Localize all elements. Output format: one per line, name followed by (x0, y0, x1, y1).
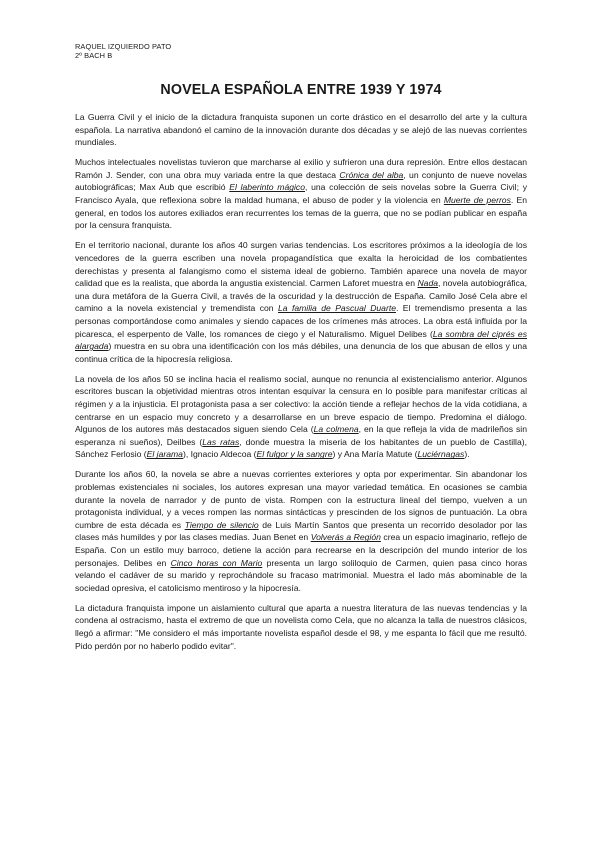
work-title: Crónica del alba (339, 169, 404, 180)
paragraph-conclusion: La dictadura franquista impone un aislamiento cultural que aparta a nuestra literatura de las nuevas tendencias y la condena al ostracismo, hasta el extremo de que un novelista como Cela, que no alcanza la talla de nuestros clásicos, llegó a afirmar: "Me considero el más importante novelista español desde el 98, y me espanta lo fácil que me resultó. Pido perdón por no haberlo podido evitar". (75, 602, 527, 651)
work-title: El fulgor y la sangre (256, 449, 333, 460)
paragraph-exile: Muchos intelectuales novelistas tuvieron que marcharse al exilio y sufrieron una dura represión. Entre ellos destacan Ramón J. Sender, con una obra muy variada entre la que destaca Crónica del alba, un conjunto de nueve novelas autobiográficas; Max Aub que escribió El laberinto mágico, una colección de seis novelas sobre la Guerra Civil; y Francisco Ayala, que reflexiona sobre la maldad humana, el abuso de poder y la violencia en Muerte de perros. En general, en todos los autores exiliados eran recurrentes los temas de la guerra, que no se podían publicar en españa por la censura franquista. (75, 157, 527, 231)
paragraph-intro: La Guerra Civil y el inicio de la dictadura franquista suponen un corte drástico en el desarrollo del arte y la cultura española. La narrativa abandonó el camino de la innovación durante dos décadas y se alejó de las nuevas corrientes mundiales. (75, 112, 527, 148)
work-title: Las ratas (202, 436, 240, 447)
paragraph-forties: En el territorio nacional, durante los años 40 surgen varias tendencias. Los escritores próximos a la ideología de los vencedores de la guerra escriben una novela propagandística que exalta la heroicidad de los combatientes derechistas y presenta al falangismo como el sistema ideal de gobierno. También aparece una novela de mayor calidad que es la realista, que aborda la angustia existencial. Carmen Laforet muestra en Nada, novela autobiográfica, una dura metáfora de la Guerra Civil, a través de la oscuridad y la destrucción de España. Camilo José Cela abre el camino a la novela existencial y tremendista con La familia de Pascual Duarte. El tremendismo presenta a las personas comportándose como animales y siendo capaces de los crímenes más atroces. La obra está influida por la picaresca, el esperpento de Valle, los romances de ciego y el Naturalismo. Miguel Delibes (La sombra del ciprés es alargada) muestra en su obra una identificación con los más débiles, una denuncia de los que abusan de ellos y una continua crítica de la hipocresía religiosa. (75, 240, 527, 364)
page-title: NOVELA ESPAÑOLA ENTRE 1939 Y 1974 (160, 82, 442, 98)
body-text (75, 111, 527, 652)
work-title: Volverás a Región (310, 532, 381, 543)
course-label: 2º BACH B (75, 51, 113, 60)
work-title: El laberinto mágico (229, 182, 305, 193)
work-title: Nada (417, 278, 438, 289)
paragraph-sixties: Durante los años 60, la novela se abre a nuevas corrientes exteriores y opta por experimentar. Sin abandonar los problemas existenciales ni sociales, los autores expresan una mayor variedad temática. En ocasiones se cambia durante la novela de narrador y de punto de vista. Rompen con la estructura lineal del tiempo, vuelven a un protagonista individual, y a veces rompen las normas sintácticas y prescinden de los signos de puntuación. La obra cumbre de esta década es Tiempo de silencio de Luis Martín Santos que presenta un recorrido desolador por las clases más humildes y por las clases medias. Juan Benet en Volverás a Región crea un espacio imaginario, reflejo de España. Con un estilo muy barroco, detiene la acción para recrearse en la descripción del mundo interior de los personajes. Delibes en Cinco horas con Mario presenta un largo soliloquio de Carmen, quien pasa cinco horas velando el cadáver de su marido y reprochándole su fracaso matrimonial. Muestra el lado más abominable de la sociedad opresiva, el catolicismo mentiroso y la hipocresía. (75, 469, 527, 593)
work-title: La familia de Pascual Duarte (278, 303, 396, 314)
work-title: La colmena (313, 424, 359, 435)
work-title: Muerte de perros (443, 195, 511, 206)
work-title: Luciérnagas (417, 449, 465, 460)
work-title: La sombra del ciprés es alargada (75, 328, 527, 352)
work-title: El jarama (146, 449, 183, 460)
author-name: RAQUEL IZQUIERDO PATO (75, 42, 172, 51)
work-title: Tiempo de silencio (184, 519, 259, 530)
paragraph-fifties: La novela de los años 50 se inclina hacia el realismo social, aunque no renuncia al existencialismo anterior. Algunos escritores buscan la objetividad mientras otros intentan esquivar la censura en lo posible para manifestar críticas al régimen y a la injusticia. El protagonista pasa a ser colectivo: la acción tiende a reflejar hechos de la vida cotidiana, a centrarse en un espacio muy concreto y a desarrollarse en un breve espacio de tiempo. Predomina el diálogo. Algunos de los autores más destacados siguen siendo Cela (La colmena, en la que refleja la vida de madrileños sin esperanza ni sueños), Deilbes (Las ratas, donde muestra la miseria de los habitantes de un pueblo de Castilla), Sánchez Ferlosio (El jarama), Ignacio Aldecoa (El fulgor y la sangre) y Ana María Matute (Luciérnagas). (75, 373, 527, 460)
work-title: Cinco horas con Mario (170, 557, 263, 568)
